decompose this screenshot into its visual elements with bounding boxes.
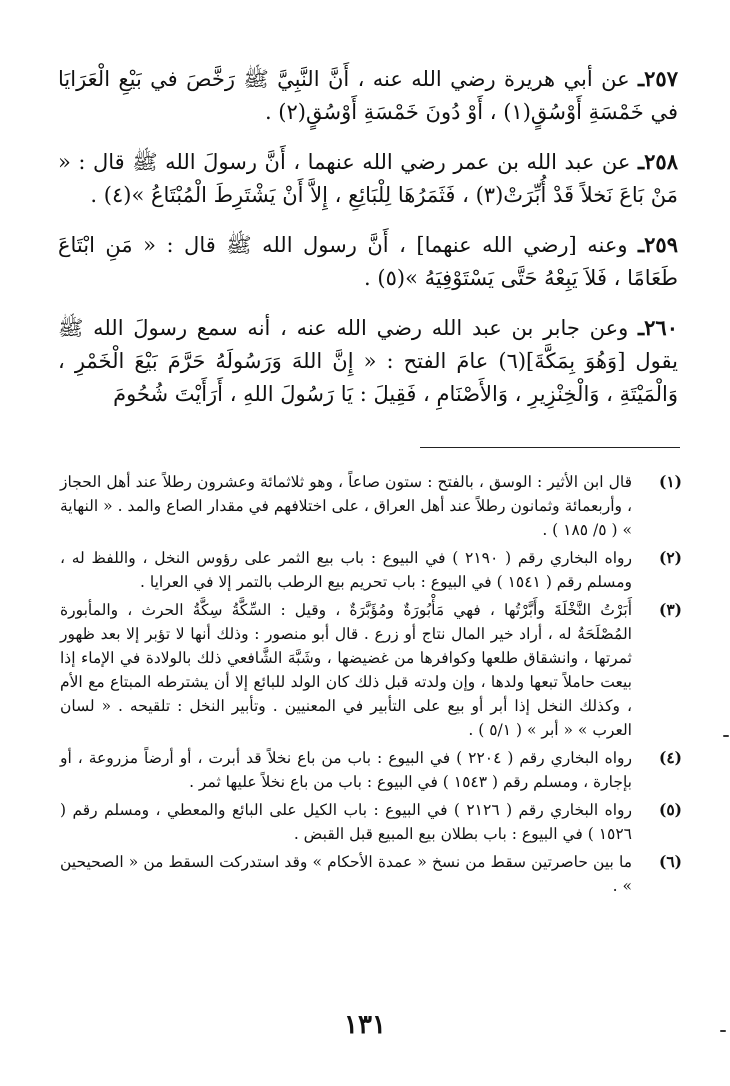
footnote-5 [60, 798, 682, 846]
footnote-text: أَبَرْتُ النَّخْلَةَ وأَبَّرْتُها ، فهي مَأْبُورَةٌ ومُؤَبَّرَةٌ ، وقيل : السِّكَّةُ سِكَّةُ الحرث ، والمأبورة المُصْلَحَةُ له ، أراد خير المال نتاج أو زرع . قال أبو منصور : وذلك أنها لا تؤبر إلا بعد ظهور ثمرتها ، وانشقاق طلعها وكوافرها من غضيضها ، وشَبَّهَ الشَّافعي ذلك بالولادة في الإماء إذا بيعت حاملاً تبعها ولدها ، وإن ولدته قبل ذلك كان الولد للبائع إلا أن يشترطه المبتاع مع الأم ، وكذلك النخل إذا أبر أو بيع على التأبير في المعنيين . وتأبير النخل : تلقيحه . « لسان العرب » « أبر » ( ٥/١ ) . [60, 601, 632, 739]
footnote-text: ما بين حاصرتين سقط من نسخ « عمدة الأحكام » وقد استدركت السقط من « الصحيحين » . [60, 853, 632, 895]
footnote-number: (٥) [658, 800, 682, 819]
hadith-text: عن أبي هريرة رضي الله عنه ، أَنَّ النَّبِيَّ ﷺ رَخَّصَ في بَيْعِ الْعَرَايَا في خَمْسَةِ أَوْسُقٍ(١) ، أَوْ دُونَ خَمْسَةِ أَوْسُقٍ(٢) . [58, 67, 678, 124]
footnote-text: رواه البخاري رقم ( ٢٢٠٤ ) في البيوع : باب من باع نخلاً قد أبرت ، أو أرضاً مزروعة ، أو بإجارة ، ومسلم رقم ( ١٥٤٣ ) في البيوع : باب من باع نخلاً عليها ثمر . [60, 749, 632, 791]
page-number: ١٣١ [344, 1010, 386, 1040]
main-text [58, 62, 678, 427]
hadith-text: وعنه [رضي الله عنهما] ، أَنَّ رسول الله ﷺ قال : « مَنِ ابْتَاعَ طَعَامًا ، فَلاَ يَبِعْهُ حَتَّى يَسْتَوْفِيَهُ »(٥) . [58, 233, 678, 290]
hadith-257 [58, 62, 678, 129]
hadith-260 [58, 311, 678, 411]
footnote-separator [420, 447, 680, 448]
footnote-3 [60, 598, 682, 742]
hadith-259 [58, 228, 678, 295]
hadith-number: ٢٦٠ـ [638, 315, 678, 340]
scan-speck [723, 735, 729, 737]
footnote-text: قال ابن الأثير : الوسق ، بالفتح : ستون صاعاً ، وهو ثلاثمائة وعشرون رطلاً عند أهل الحجاز ، وأربعمائة وثمانون رطلاً عند أهل العراق ، على اختلافهم في مقدار الصاع والمد . « النهاية » ( ٥/ ١٨٥ ) . [60, 473, 632, 539]
scan-speck [720, 1030, 726, 1032]
footnote-number: (٦) [658, 852, 682, 871]
footnote-number: (٣) [658, 600, 682, 619]
footnote-6 [60, 850, 682, 898]
hadith-number: ٢٥٨ـ [638, 149, 678, 174]
hadith-number: ٢٥٩ـ [638, 232, 678, 257]
footnote-text: رواه البخاري رقم ( ٢١٩٠ ) في البيوع : باب بيع الثمر على رؤوس النخل ، واللفظ له ، ومسلم رقم ( ١٥٤١ ) في البيوع : باب تحريم بيع الرطب بالتمر إلا في العرايا . [60, 549, 633, 591]
hadith-number: ٢٥٧ـ [638, 66, 678, 91]
hadith-text: وعن جابر بن عبد الله رضي الله عنه ، أنه سمع رسولَ الله ﷺ يقول [وَهُوَ بِمَكَّةَ](٦) عامَ الفتح : « إِنَّ اللهَ وَرَسُولَهُ حَرَّمَ بَيْعَ الْخَمْرِ ، وَالْمَيْتَةِ ، وَالْخِنْزِيرِ ، وَالأَصْنَامِ ، فَقِيلَ : يَا رَسُولَ اللهِ ، أَرَأَيْتَ شُحُومَ [58, 316, 679, 406]
footnote-1 [60, 470, 682, 542]
footnote-number: (٤) [658, 748, 682, 767]
footnote-text: رواه البخاري رقم ( ٢١٢٦ ) في البيوع : باب الكيل على البائع والمعطي ، ومسلم رقم ( ١٥٢٦ ) في البيوع : باب بطلان بيع المبيع قبل القبض . [60, 801, 633, 843]
footnote-4 [60, 746, 682, 794]
hadith-258 [58, 145, 678, 212]
footnote-2 [60, 546, 682, 594]
footnote-number: (١) [658, 472, 682, 491]
footnote-number: (٢) [658, 548, 682, 567]
hadith-text: عن عبد الله بن عمر رضي الله عنهما ، أَنَّ رسولَ الله ﷺ قال : « مَنْ بَاعَ نَخلاً قَدْ أُبِّرَتْ(٣) ، فَثَمَرُهَا لِلْبَائِعِ ، إِلاَّ أَنْ يَشْتَرِطَ الْمُبْتَاعُ »(٤) . [58, 150, 678, 207]
footnotes [60, 470, 682, 902]
